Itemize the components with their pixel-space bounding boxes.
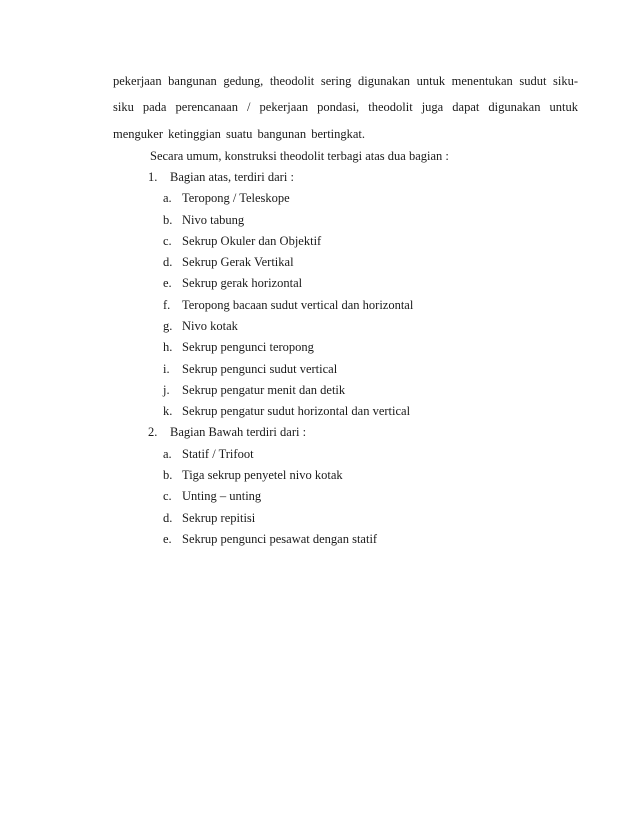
list-text: Sekrup Gerak Vertikal xyxy=(182,255,294,269)
list-item xyxy=(163,382,345,398)
list-text: Sekrup Okuler dan Objektif xyxy=(182,234,322,248)
section-number: 2. xyxy=(148,425,158,439)
list-item xyxy=(163,190,290,206)
list-item xyxy=(163,403,410,419)
list-text: Teropong / Teleskope xyxy=(182,191,290,205)
list-text: Statif / Trifoot xyxy=(182,447,254,461)
list-letter: e. xyxy=(163,276,172,290)
list-letter: d. xyxy=(163,255,173,269)
list-item xyxy=(163,339,314,355)
list-text: Sekrup pengunci teropong xyxy=(182,340,314,354)
list-text: Sekrup pengatur sudut horizontal dan vertical xyxy=(182,404,411,418)
list-letter: d. xyxy=(163,511,173,525)
list-item xyxy=(163,531,377,547)
intro-sentence: Secara umum, konstruksi theodolit terbagi atas dua bagian : xyxy=(150,149,449,163)
list-letter: b. xyxy=(163,468,173,482)
list-letter: f. xyxy=(163,298,171,312)
list-text: Sekrup pengunci sudut vertical xyxy=(182,362,338,376)
list-letter: a. xyxy=(163,447,172,461)
paragraph-line: siku pada perencanaan / pekerjaan pondasi, theodolit juga dapat digunakan untuk xyxy=(113,100,578,114)
list-item xyxy=(163,510,255,526)
list-item xyxy=(163,275,302,291)
section-heading xyxy=(148,169,294,185)
list-letter: e. xyxy=(163,532,172,546)
paragraph-line: menguker ketinggian suatu bangunan bertingkat. xyxy=(113,127,366,141)
list-item xyxy=(163,467,343,483)
list-item xyxy=(163,318,238,334)
list-text: Sekrup pengatur menit dan detik xyxy=(182,383,346,397)
section-heading xyxy=(148,424,306,440)
list-text: Nivo kotak xyxy=(182,319,238,333)
list-letter: b. xyxy=(163,213,173,227)
list-letter: j. xyxy=(163,383,170,397)
section-title: Bagian Bawah terdiri dari : xyxy=(170,425,307,439)
list-item xyxy=(163,254,294,270)
list-letter: k. xyxy=(163,404,173,418)
paragraph-line: pekerjaan bangunan gedung, theodolit sering digunakan untuk menentukan sudut siku- xyxy=(113,74,578,88)
list-item xyxy=(163,233,321,249)
list-letter: i. xyxy=(163,362,170,376)
list-letter: c. xyxy=(163,234,172,248)
list-item xyxy=(163,212,244,228)
list-text: Sekrup repitisi xyxy=(182,511,256,525)
list-text: Nivo tabung xyxy=(182,213,245,227)
list-text: Teropong bacaan sudut vertical dan horizontal xyxy=(182,298,414,312)
list-item xyxy=(163,361,337,377)
list-text: Sekrup gerak horizontal xyxy=(182,276,303,290)
list-letter: c. xyxy=(163,489,172,503)
list-text: Unting – unting xyxy=(182,489,262,503)
list-item xyxy=(163,446,254,462)
list-item xyxy=(163,297,413,313)
list-letter: h. xyxy=(163,340,173,354)
list-text: Tiga sekrup penyetel nivo kotak xyxy=(182,468,343,482)
list-text: Sekrup pengunci pesawat dengan statif xyxy=(182,532,378,546)
list-letter: g. xyxy=(163,319,173,333)
list-item xyxy=(163,488,261,504)
list-letter: a. xyxy=(163,191,172,205)
section-number: 1. xyxy=(148,170,158,184)
section-title: Bagian atas, terdiri dari : xyxy=(170,170,294,184)
